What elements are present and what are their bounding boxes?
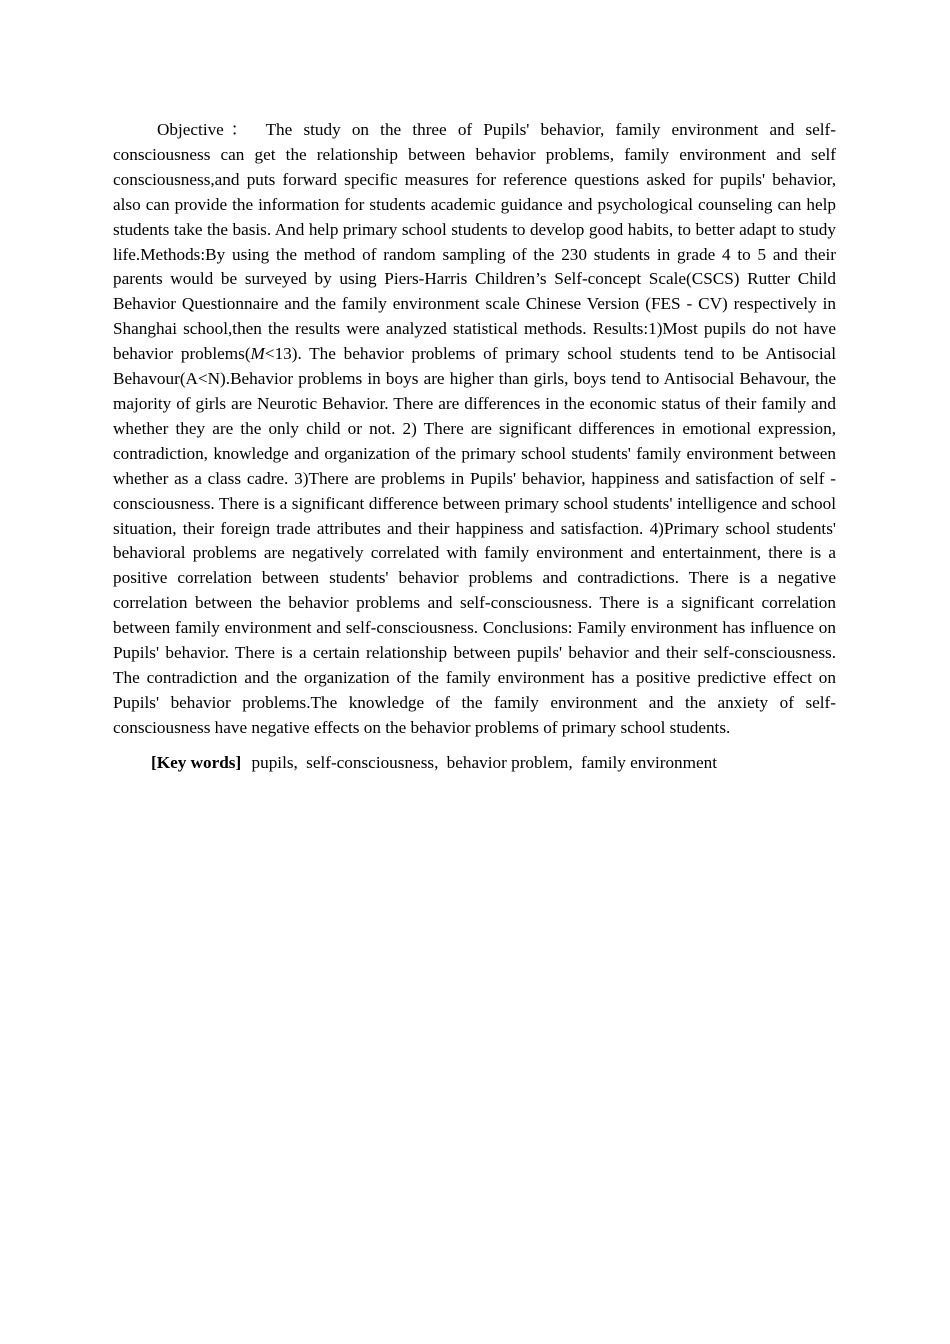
keywords-label: [Key words] <box>151 752 242 772</box>
abstract-text-part-1: The study on the three of Pupils' behavior, family environment and self-consciousness can get the relationship between behavior problems, family environment and self consciousness,and puts forward specific measures for reference questions asked for pupils' behavior, also can provide the information for students academic guidance and psychological counseling can help students take the basis. And help primary school students to develop good habits, to better adapt to study life.Methods:By using the method of random sampling of the 230 students in grade 4 to 5 and their parents would be surveyed by using Piers-Harris Children’s Self-concept Scale(CSCS) Rutter Child Behavior Questionnaire and the family environment scale Chinese Version (FES - CV) respectively in Shanghai school,then the results were analyzed statistical methods. Results:1)Most pupils do not have behavior problems( <box>113 120 837 364</box>
document-page <box>113 118 836 776</box>
keywords-line <box>113 751 836 776</box>
mean-symbol: M <box>250 344 265 364</box>
objective-label: Objective： <box>157 120 255 139</box>
keyword-item: behavior problem, <box>446 752 573 772</box>
keyword-item: family environment <box>580 752 718 772</box>
keyword-item: pupils, <box>251 752 298 772</box>
abstract-paragraph <box>113 118 836 741</box>
keyword-item: self-consciousness, <box>306 752 439 772</box>
abstract-text-part-2: <13). The behavior problems of primary school students tend to be Antisocial Behavour(A<N).Behavior problems in boys are higher than girls, boys tend to Antisocial Behavour, the majority of girls are Neurotic Behavior. There are differences in the economic status of their family and whether they are the only child or not. 2) There are significant differences in emotional expression, contradiction, knowledge and organization of the primary school students' family environment between whether as a class cadre. 3)There are problems in Pupils' behavior, happiness and satisfaction of self - consciousness. There is a significant difference between primary school students' intelligence and school situation, their foreign trade attributes and their happiness and satisfaction. 4)Primary school students' behavioral problems are negatively correlated with family environment and entertainment, there is a positive correlation between students' behavior problems and contradictions. There is a negative correlation between the behavior problems and self-consciousness. There is a significant correlation between family environment and self-consciousness. Conclusions: Family environment has influence on Pupils' behavior. There is a certain relationship between pupils' behavior and their self-consciousness. The contradiction and the organization of the family environment has a positive predictive effect on Pupils' behavior problems.The knowledge of the family environment and the anxiety of self-consciousness have negative effects on the behavior problems of primary school students. <box>113 344 836 737</box>
